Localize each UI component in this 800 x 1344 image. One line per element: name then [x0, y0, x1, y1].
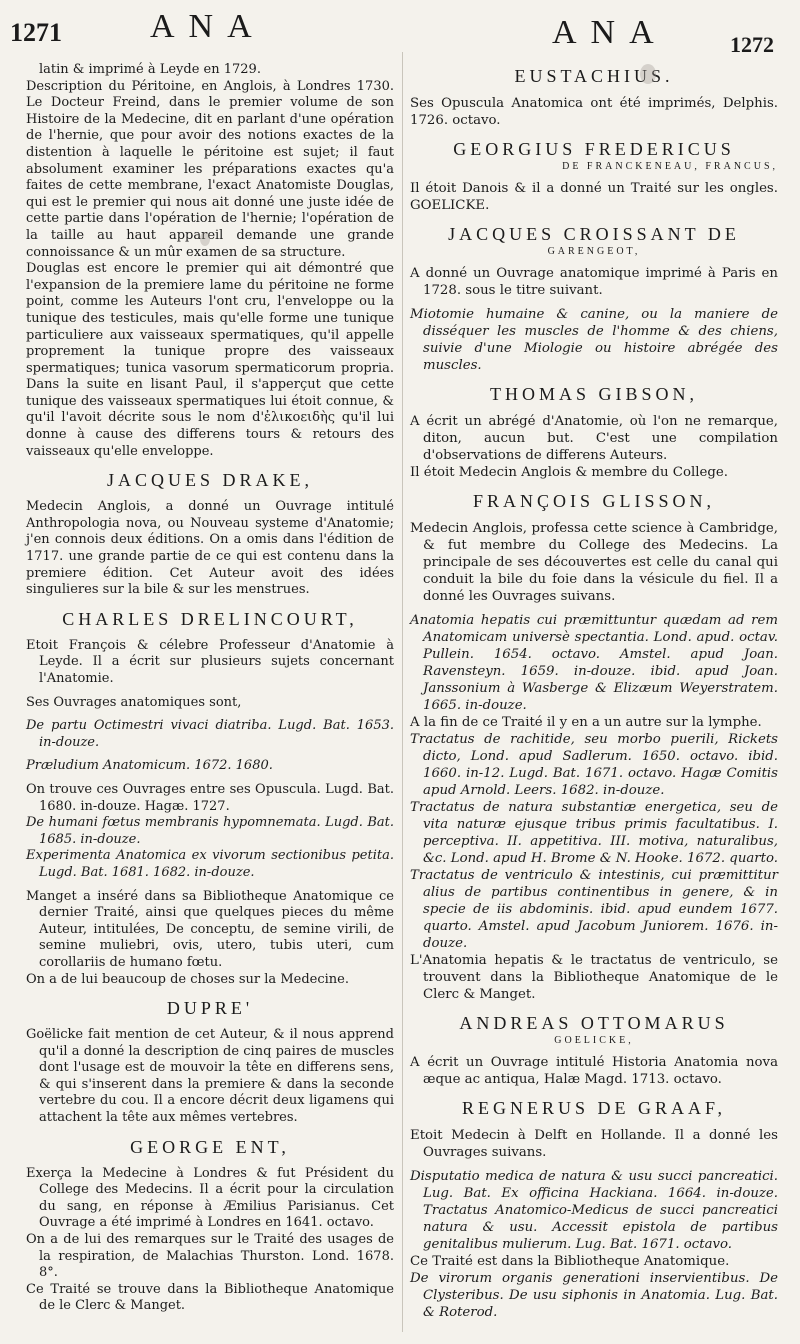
paragraph: Ses Ouvrages anatomiques sont, — [26, 694, 242, 710]
paragraph: Exerça la Medecine à Londres & fut Président du College des Medecins. Il a écrit pour la circulation du sang, en réponse à Æmilius Parisianus. Cet Ouvrage a été imprimé à Londres en 1641. octavo. — [26, 1165, 394, 1231]
citation: Miotomie humaine & canine, ou la maniere de disséquer les muscles de l'homme & des chiens, suivie d'une Miologie ou histoire abrégée des muscles. — [410, 307, 778, 373]
paragraph: Etoit Medecin à Delft en Hollande. Il a donné les Ouvrages suivans. — [410, 1128, 778, 1160]
paragraph: Medecin Anglois, professa cette science à Cambridge, & fut membre du College des Medecins. La principale de ses découvertes est celle du canal qui conduit la bile du foie dans la vésicule du fiel. Il a donné les Ouvrages suivans. — [410, 521, 778, 604]
running-head-left: ANA — [150, 8, 266, 45]
entry-body-dupre — [26, 1027, 394, 1127]
paragraph: Ses Opuscula Anatomica ont été imprimés, Delphis. 1726. octavo. — [410, 96, 778, 128]
paragraph: On a de lui beaucoup de choses sur la Medecine. — [26, 971, 349, 987]
entry-heading-drake: JACQUES DRAKE, — [106, 470, 313, 491]
entry-body-gibson — [410, 413, 778, 481]
heading-main: GEORGIUS FREDERICUS — [453, 139, 735, 159]
citation: De partu Octimestri vivaci diatriba. Lugd. Bat. 1653. in-douze. — [26, 718, 394, 750]
entry-heading-glisson: FRANÇOIS GLISSON, — [472, 491, 716, 511]
paragraph: L'Anatomia hepatis & le tractatus de ventriculo, se trouvent dans la Bibliotheque Anatomique de le Clerc & Manget. — [410, 953, 778, 1002]
paragraph: Etoit François & célebre Professeur d'Anatomie à Leyde. Il a écrit sur plusieurs sujets concernant l'Anatomie. — [26, 637, 394, 686]
ink-stain — [640, 64, 656, 84]
entry-body-garengeot — [410, 265, 778, 374]
right-column — [410, 62, 778, 1321]
heading-main: ANDREAS OTTOMARUS — [459, 1013, 729, 1033]
heading-sub: GOELICKE, — [554, 1035, 634, 1046]
entry-heading-graaf: REGNERUS DE GRAAF, — [461, 1098, 727, 1118]
paragraph: A écrit un abrégé d'Anatomie, où l'on ne remarque, diton, aucun but. C'est une compilation d'observations de differens Auteurs. — [410, 414, 778, 463]
citation: Disputatio medica de natura & usu succi pancreatici. Lug. Bat. Ex officina Hackiana. 1664. in-douze. Tractatus Anatomico-Medicus de succi pancreatici natura & usu. Accessit epistola de partibus genitalibus mulierum. Lug. Bat. 1671. octavo. — [410, 1169, 778, 1252]
running-head-right: ANA — [552, 14, 668, 51]
citation: Tractatus de natura substantiæ energetica, seu de vita naturæ ejusque tribus primis facultatibus. I. perceptiva. II. appetitiva. III. motiva, naturalibus, &c. Lond. apud H. Brome & N. Hooke. 1672. quarto. — [410, 800, 779, 866]
paragraph: Il étoit Medecin Anglois & membre du College. — [410, 465, 728, 480]
paragraph: On trouve ces Ouvrages entre ses Opuscula. Lugd. Bat. 1680. in-douze. Hagæ. 1727. — [26, 781, 394, 814]
citation: Tractatus de rachitide, seu morbo puerili, Rickets dicto, Lond. apud Sadlerum. 1650. octavo. ibid. 1660. in-12. Lugd. Bat. 1671. octavo. Hagæ Comitis apud Arnold. Leers. 1682. in-douze. — [410, 732, 778, 798]
entry-body-drelincourt — [26, 638, 394, 988]
entry-heading-ottomarus — [410, 1013, 778, 1046]
paragraph: latin & imprimé à Leyde en 1729. — [39, 62, 261, 77]
paragraph: Douglas est encore le premier qui ait démontré que l'expansion de la premiere lame du péritoine ne forme point, comme les Auteurs l'ont cru, l'enveloppe ou la tunique des testicules, mais qu'elle forme une tunique particuliere aux vaisseaux spermatiques, qu'il appelle proprement la tunique propre des vaisseaux spermatiques; tunica vasorum spermaticorum propria. Dans la suite en lisant Paul, il s'apperçut que cette tunique des vaisseaux spermatiques lui étoit connue, & qu'il l'avoit décrite sous le nom d'ἐλικοειδὴς qu'il lui donne à cause des differens tours & retours des vaisseaux qu'elle enveloppe. — [26, 261, 394, 459]
heading-sub: GARENGEOT, — [547, 246, 641, 257]
paragraph: Ce Traité se trouve dans la Bibliotheque Anatomique de le Clerc & Manget. — [26, 1281, 394, 1314]
citation: Præludium Anatomicum. 1672. 1680. — [26, 758, 273, 774]
entry-heading-gibson: THOMAS GIBSON, — [489, 384, 698, 404]
entry-body-ottomarus — [410, 1054, 778, 1088]
citation: Experimenta Anatomica ex vivorum sectionibus petita. Lugd. Bat. 1681. 1682. in-douze. — [26, 848, 394, 880]
entry-heading-dupre: DUPRE' — [166, 998, 254, 1019]
entry-body-graaf — [410, 1127, 778, 1321]
citation: De virorum organis generationi inservientibus. De Clysteribus. De usu siphonis in Anatomia. Lug. Bat. & Roterod. — [410, 1271, 778, 1320]
paragraph: Il étoit Danois & il a donné un Traité sur les ongles. GOELICKE. — [410, 181, 778, 213]
heading-sub: DE FRANCKENEAU, FRANCUS, — [562, 161, 778, 172]
entry-heading-georgius — [410, 139, 778, 172]
paragraph: Ce Traité est dans la Bibliotheque Anatomique. — [410, 1254, 730, 1269]
heading-main: JACQUES CROISSANT DE — [448, 224, 740, 244]
column-divider — [402, 52, 403, 1332]
paragraph: Manget a inséré dans sa Bibliotheque Anatomique ce dernier Traité, ainsi que quelques pieces du même Auteur, intitulées, De conceptu, de semine virili, de semine muliebri, ovis, utero, tubis uteri, cum corollariis de humano fœtu. — [26, 888, 394, 970]
page-number-right: 1272 — [730, 32, 774, 57]
paragraph: A donné un Ouvrage anatomique imprimé à Paris en 1728. sous le titre suivant. — [410, 266, 778, 298]
entry-heading-eustachius: EUSTACHIUS. — [514, 66, 674, 86]
citation: Anatomia hepatis cui præmittuntur quædam ad rem Anatomicam universè spectantia. Lond. apud. octav. Pullein. 1654. octavo. Amstel. apud Joan. Ravensteyn. 1659. in-douze. ibid. apud Joan. Janssonium à Wasberge & Elizæum Weyerstratem. 1665. in-douze. — [410, 613, 778, 713]
paragraph: A la fin de ce Traité il y en a un autre sur la lymphe. — [410, 715, 762, 730]
citation: Tractatus de ventriculo & intestinis, cui præmittitur alius de partibus continentibus in genere, & in specie de iis abdominis. ibid. apud eundem 1677. quarto. Amstel. apud Jacobum Juniorem. 1676. in-douze. — [410, 868, 778, 951]
citation: De humani fœtus membranis hypomnemata. Lugd. Bat. 1685. in-douze. — [26, 815, 394, 847]
left-column — [26, 62, 394, 1315]
paragraph: Goëlicke fait mention de cet Auteur, & il nous apprend qu'il a donné la description de cinq paires de muscles dont l'usage est de mouvoir la tête en differens sens, & qui s'inserent dans la premiere & dans la seconde vertebre du cou. Il a encore décrit deux ligamens qui attachent la tête aux mêmes vertebres. — [26, 1027, 394, 1126]
entry-heading-ent: GEORGE ENT, — [130, 1136, 290, 1157]
entry-heading-garengeot — [410, 224, 778, 257]
entry-heading-drelincourt: CHARLES DRELINCOURT, — [62, 608, 358, 629]
entry-body-ent — [26, 1166, 394, 1315]
entry-body-glisson — [410, 520, 778, 1003]
paragraph: Medecin Anglois, a donné un Ouvrage intitulé Anthropologia nova, ou Nouveau systeme d'Anatomie; j'en connois deux éditions. On a omis dans l'édition de 1717. une grande partie de ce qui est contenu dans la premiere édition. Cet Auteur avoit des idées singulieres sur la bile & sur les menstrues. — [26, 499, 394, 598]
paragraph: On a de lui des remarques sur le Traité des usages de la respiration, de Malachias Thurston. Lond. 1678. 8°. — [26, 1232, 394, 1281]
paragraph: A écrit un Ouvrage intitulé Historia Anatomia nova æque ac antiqua, Halæ Magd. 1713. octavo. — [410, 1055, 778, 1087]
ink-stain — [200, 232, 210, 246]
paragraph: Description du Péritoine, en Anglois, à Londres 1730. Le Docteur Freind, dans le premier volume de son Histoire de la Medecine, dit en parlant d'une opération de l'hernie, que pour avoir des notions exactes de la distention à laquelle le péritoine est sujet; il faut absolument examiner les préparations exactes qu'a faites de cette membrane, l'exact Anatomiste Douglas, qui est le premier qui nous ait donné une juste idée de cette partie dans l'opération de l'hernie; l'opération de la taille au haut appareil demande une grande connoissance & un mûr examen de sa structure. — [26, 78, 394, 260]
page-number-left: 1271 — [10, 18, 62, 47]
